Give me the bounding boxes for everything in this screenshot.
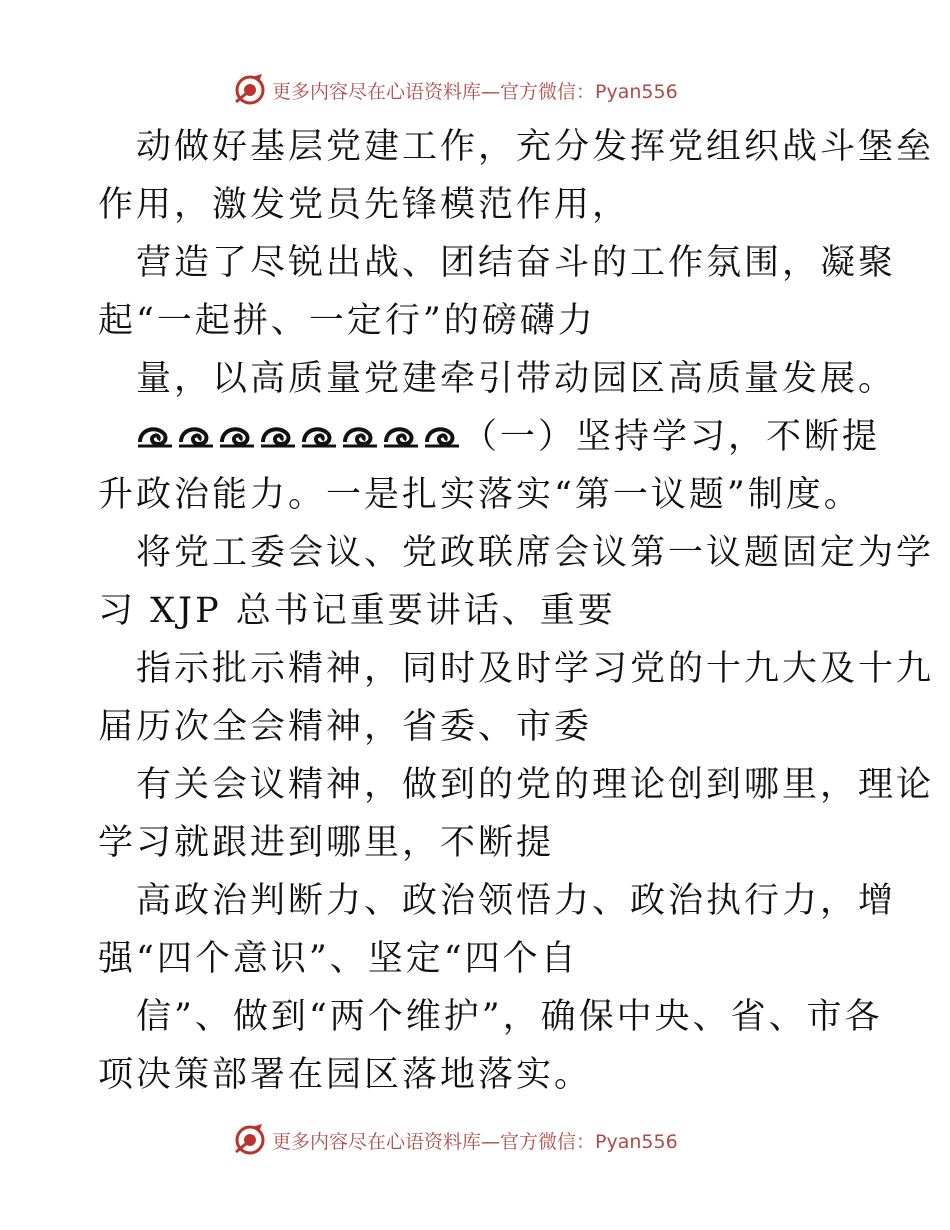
- text-line: 营造了尽锐出战、团结奋斗的工作氛围，凝聚: [136, 243, 897, 283]
- text-line: 起“一起拼、一定行”的磅礴力: [98, 301, 596, 341]
- text-line: 习 XJP 总书记重要讲话、重要: [98, 591, 616, 631]
- header-watermark-banner: [232, 72, 732, 108]
- text-line: 学习就跟进到哪里，不断提: [98, 823, 555, 863]
- text-line: 将党工委会议、党政联席会议第一议题固定为学: [136, 533, 935, 573]
- text-line: 项决策部署在园区落地落实。: [98, 1055, 593, 1095]
- logo-icon: [232, 72, 268, 108]
- document-body: [98, 118, 935, 1104]
- text-line: 指示批示精神，同时及时学习党的十九大及十九: [136, 649, 935, 689]
- ornament-swirl-icon: [136, 420, 462, 450]
- section-heading-text: （一）坚持学习，不断提: [462, 417, 881, 457]
- header-watermark-text: 更多内容尽在心语资料库—官方微信：Pyan556: [272, 80, 678, 103]
- text-line: 有关会议精神，做到的党的理论创到哪里，理论: [136, 765, 935, 805]
- logo-icon: [232, 1122, 268, 1158]
- text-line: 升政治能力。一是扎实落实“第一议题”制度。: [98, 475, 862, 515]
- text-line: 信”、做到“两个维护”，确保中央、省、市各: [136, 997, 883, 1037]
- text-line: 作用，激发党员先锋模范作用，: [98, 185, 631, 225]
- text-line: 届历次全会精神，省委、市委: [98, 707, 593, 747]
- footer-watermark-banner: [232, 1122, 732, 1158]
- text-line: 高政治判断力、政治领悟力、政治执行力，增: [136, 881, 897, 921]
- section-heading-line: [98, 408, 881, 466]
- text-line: 强“四个意识”、坚定“四个自: [98, 939, 579, 979]
- text-line: 动做好基层党建工作，充分发挥党组织战斗堡垒: [136, 127, 935, 167]
- text-line: 量，以高质量党建牵引带动园区高质量发展。: [136, 359, 897, 399]
- footer-watermark-text: 更多内容尽在心语资料库—官方微信：Pyan556: [272, 1130, 678, 1153]
